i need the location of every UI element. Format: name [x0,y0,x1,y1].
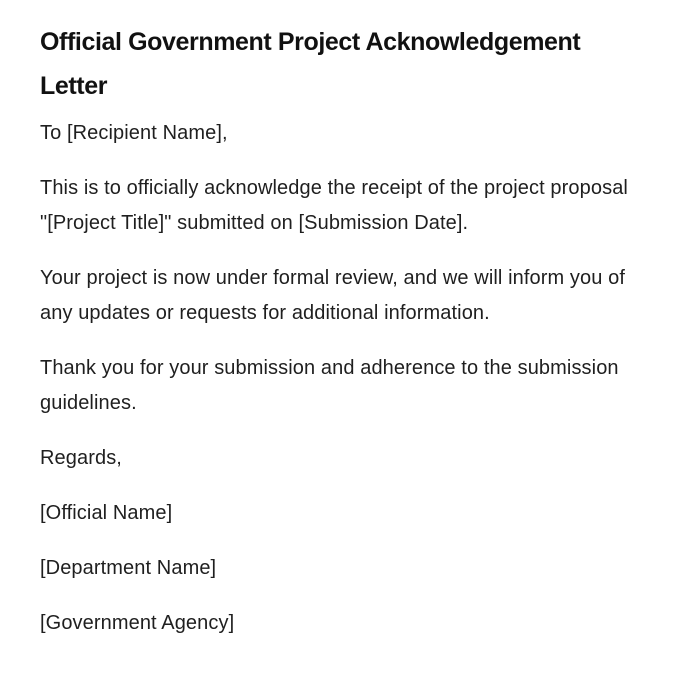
signature-official-name: [Official Name] [40,502,173,524]
letter-title: Official Government Project Acknowledgement Letter [40,28,581,100]
signature-agency: [Government Agency] [40,612,235,634]
body-paragraph-review: Your project is now under formal review, and we will inform you of any updates or requests for additional information. [40,267,626,324]
signature-department-name: [Department Name] [40,557,217,579]
closing: Regards, [40,447,122,469]
letter-document [40,20,640,661]
salutation: To [Recipient Name], [40,122,228,144]
body-paragraph-acknowledgement: This is to officially acknowledge the receipt of the project proposal "[Project Title]" submitted on [Submission Date]. [40,177,628,234]
body-paragraph-thanks: Thank you for your submission and adherence to the submission guidelines. [40,357,619,414]
